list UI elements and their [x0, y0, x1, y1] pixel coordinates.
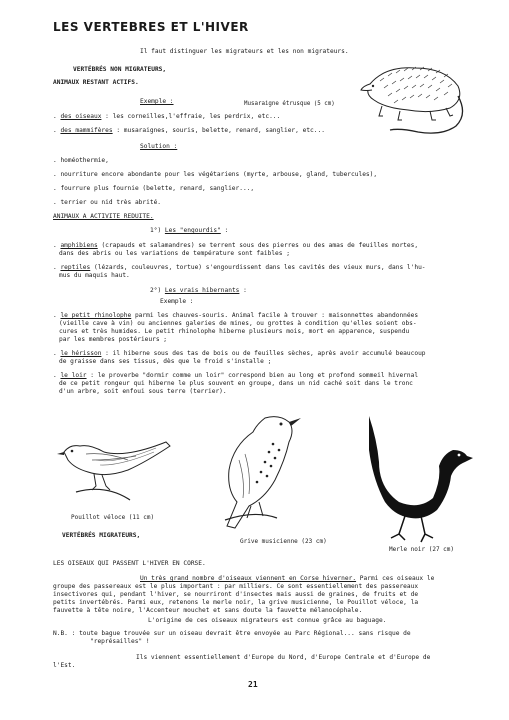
section-number: 2°)	[150, 287, 165, 294]
birds-text: : les corneilles,l'effraie, les perdrix, etc...	[101, 113, 281, 120]
dormouse-text: : le proverbe "dormir comme un loir" correspond bien au long et profond sommeil hivernal	[86, 372, 419, 379]
section-colon: :	[220, 227, 229, 234]
song-thrush-caption: Grive musicienne (23 cm)	[240, 538, 327, 545]
rhinolophus-line-2: (vieille cave à vin) ou anciennes galeries de mines, ou grottes à condition qu'elles soient obs-	[59, 320, 417, 327]
dormouse-line-2: de ce petit rongeur qui hiberne le plus souvent en groupe, dans un nid caché soit dans le tronc	[59, 380, 413, 387]
active-animals-heading: ANIMAUX RESTANT ACTIFS.	[53, 79, 139, 86]
nota-bene-line-1: N.B. : toute bague trouvée sur un oiseau devrait être envoyée au Parc Régional... sans risque de	[53, 630, 411, 637]
chiffchaff-illustration	[56, 430, 176, 505]
dormouse-line-1: . le loir : le proverbe "dormir comme un loir" correspond bien au long et profond sommeil hivernal	[53, 372, 419, 379]
mammals-text: : musaraignes, souris, belette, renard, sanglier, etc...	[112, 127, 325, 134]
blackbird-illustration	[355, 410, 475, 545]
reptiles-line-2: mus du maquis haut.	[59, 272, 130, 279]
migrators-line-5: fauvette à tête noire, l'Accenteur mouchet et sans doute la fauvette mélanocéphale.	[53, 607, 363, 614]
rhinolophus-line-1: . le petit rhinolophe parmi les chauves-souris. Animal facile à trouver : maisonnettes abandonnées	[53, 312, 419, 319]
amphibians-line-2: dans des abris ou les variations de température sont faibles ;	[59, 250, 290, 257]
hedgehog-line-2: de graisse dans ses tissus, dès que le froid s'installe ;	[59, 358, 272, 365]
nota-bene-line-2: "représailles" !	[90, 638, 150, 645]
example-label: Exemple :	[160, 298, 194, 305]
migrators-line-1	[140, 575, 434, 582]
example-label: Exemple :	[140, 98, 174, 105]
hibernators-heading	[150, 287, 247, 294]
amphibians-line-1: . amphibiens (crapauds et salamandres) se terrent sous des pierres ou des amas de feuilles mortes,	[53, 242, 419, 249]
migrators-line-4: petits invertébrés. Parmi eux, retenons le merle noir, la grive musicienne, le Pouillot véloce, la	[53, 599, 419, 606]
solution-item: . fourrure plus fournie (belette, renard, sanglier...,	[53, 185, 255, 192]
torpid-label: Les "engourdis"	[164, 227, 221, 234]
hibernators-label: Les vrais hibernants	[164, 287, 240, 294]
reptiles-text: (lézards, couleuvres, tortue) s'engourdissent dans les cavités des vieux murs, dans l'hu-	[90, 264, 426, 271]
section-number: 1°)	[150, 227, 165, 234]
ringing-origin-text: L'origine de ces oiseaux migrateurs est connue grâce au baguage.	[148, 617, 387, 624]
shrew-caption: Musaraigne étrusque (5 cm)	[244, 101, 335, 107]
solution-item: . nourriture encore abondante pour les végétariens (myrte, arbouse, gland, tubercules),	[53, 171, 378, 178]
origin-line-2: l'Est.	[53, 662, 76, 669]
rhinolophus-line-4: par les membres postérieurs ;	[59, 336, 168, 343]
solution-item: . homéothermie,	[53, 157, 109, 164]
hedgehog-line-1: . le hérisson : il hiberne sous des tas de bois ou de feuilles sèches, après avoir accumulé beaucoup	[53, 350, 426, 357]
torpid-heading	[150, 227, 228, 234]
etruscan-shrew-illustration	[360, 56, 470, 138]
migrators-lead: Un très grand nombre d'oiseaux viennent en Corse hiverner.	[140, 575, 357, 582]
rhinolophus-line-3: cures et très humides. Le petit rhinolophe hiberne plusieurs mois, mort en apparence, suspendu	[59, 328, 410, 335]
non-migrators-heading: VERTÉBRÉS NON MIGRATEURS,	[73, 66, 167, 73]
solution-label: Solution :	[140, 143, 178, 150]
song-thrush-illustration	[205, 410, 305, 535]
migrators-heading: VERTÉBRÉS MIGRATEURS,	[62, 532, 141, 539]
intro-text: Il faut distinguer les migrateurs et les non migrateurs.	[140, 48, 349, 55]
rhinolophus-term: le petit rhinolophe	[60, 312, 132, 319]
list-item-mammals: . des mammifères : musaraignes, souris, belette, renard, sanglier, etc...	[53, 127, 325, 134]
birds-term: des oiseaux	[60, 113, 102, 120]
section-colon: :	[239, 287, 247, 294]
dormouse-term: le loir	[60, 372, 87, 379]
reptiles-term: reptiles	[60, 264, 91, 271]
wintering-birds-heading: LES OISEAUX QUI PASSENT L'HIVER EN CORSE.	[53, 560, 206, 567]
hedgehog-term: le hérisson	[60, 350, 102, 357]
migrators-text: Parmi ces oiseaux le	[356, 575, 435, 582]
origin-line-1: Ils viennent essentiellement d'Europe du Nord, d'Europe Centrale et d'Europe de	[136, 654, 431, 661]
reduced-activity-heading: ANIMAUX A ACTIVITE REDUITE.	[53, 213, 154, 220]
mammals-term: des mammifères	[60, 127, 113, 134]
rhinolophus-text: parmi les chauves-souris. Animal facile à trouver : maisonnettes abandonnées	[131, 312, 419, 319]
amphibians-term: amphibiens	[60, 242, 98, 249]
page-title: LES VERTEBRES ET L'HIVER	[53, 20, 249, 34]
solution-item: . terrier ou nid très abrité.	[53, 199, 162, 206]
hedgehog-text: : il hiberne sous des tas de bois ou de feuilles sèches, après avoir accumulé beaucoup	[101, 350, 426, 357]
list-item-birds: . des oiseaux : les corneilles,l'effraie, les perdrix, etc...	[53, 113, 281, 120]
migrators-line-3: insectivores qui, pendant l'hiver, se nourriront d'insectes mais aussi de graines, de fruits et de	[53, 591, 419, 598]
reptiles-line-1: . reptiles (lézards, couleuvres, tortue) s'engourdissent dans les cavités des vieux murs, dans l'hu-	[53, 264, 426, 271]
chiffchaff-caption: Pouillot véloce (11 cm)	[71, 514, 155, 521]
migrators-line-2: groupe des passereaux est le plus important : par milliers. Ce sont essentiellement des passereaux	[53, 583, 419, 590]
page-number: 21	[248, 680, 258, 689]
amphibians-text: (crapauds et salamandres) se terrent sous des pierres ou des amas de feuilles mortes,	[97, 242, 419, 249]
blackbird-caption: Merle noir (27 cm)	[389, 546, 455, 553]
dormouse-line-3: d'un arbre, soit enfoui sous terre (terrier).	[59, 388, 227, 395]
